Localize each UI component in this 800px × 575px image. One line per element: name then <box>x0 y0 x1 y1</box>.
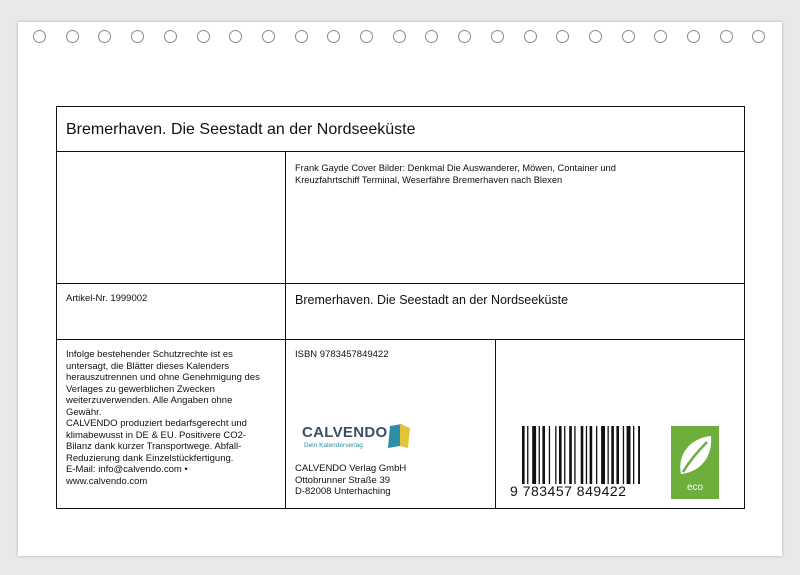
barcode-bar <box>601 426 605 484</box>
barcode-bar <box>542 426 545 484</box>
title-box <box>56 106 745 152</box>
legal-line: weiterzuverwenden. Alle Angaben ohne <box>66 395 233 406</box>
barcode-bar <box>581 426 584 484</box>
binding-hole <box>589 30 602 43</box>
barcode-bars <box>522 426 640 484</box>
barcode-bar <box>623 426 624 484</box>
subtitle: Bremerhaven. Die Seestadt an der Nordseeküste <box>295 293 569 307</box>
legal-line: Infolge bestehender Schutzrechte ist es <box>66 349 233 360</box>
barcode-bar <box>532 426 536 484</box>
isbn: ISBN 9783457849422 <box>295 349 389 360</box>
legal-line: E-Mail: info@calvendo.com • <box>66 464 188 475</box>
publisher-line: D-82008 Unterhaching <box>295 486 391 497</box>
legal-box <box>56 339 286 509</box>
eco-label: eco <box>686 482 704 493</box>
page-title: Bremerhaven. Die Seestadt an der Nordseeküste <box>66 121 416 138</box>
empty-cell <box>56 151 286 284</box>
legal-line: klimabewusst in DE & EU. Positivere CO2- <box>66 429 247 441</box>
barcode-bar <box>627 426 631 484</box>
barcode-bar <box>590 426 593 484</box>
binding-hole <box>197 30 210 43</box>
logo-tagline: Dein Kalenderverlag <box>304 442 363 449</box>
publisher-address <box>295 463 406 498</box>
article-box <box>56 283 286 340</box>
barcode-bar <box>611 426 614 484</box>
barcode <box>510 426 640 501</box>
barcode-bar <box>539 426 540 484</box>
legal-text <box>66 349 281 487</box>
logo-name: CALVENDO <box>302 424 388 441</box>
calvendo-logo <box>302 422 412 454</box>
barcode-bar <box>549 426 550 484</box>
barcode-bar <box>638 426 640 484</box>
eco-badge <box>671 426 719 499</box>
legal-line: www.calvendo.com <box>66 475 148 487</box>
binding-hole <box>164 30 177 43</box>
barcode-bar <box>608 426 609 484</box>
barcode-bar <box>574 426 575 484</box>
legal-line: Bilanz dank kurzer Transportwege. Abfall- <box>66 441 242 452</box>
binding-hole <box>66 30 79 43</box>
binding-hole <box>622 30 635 43</box>
leaf-icon <box>671 430 719 482</box>
barcode-digits: 9 783457 849422 <box>510 483 627 499</box>
barcode-bar <box>527 426 528 484</box>
cover-credits: Frank Gayde Cover Bilder: Denkmal Die Auswanderer, Möwen, Container und Kreuzfahrtschiff Terminal, Weserfähre Bremerhaven nach Blexen <box>295 163 616 185</box>
legal-line: Gewähr. <box>66 406 102 418</box>
article-number: Artikel-Nr. 1999002 <box>66 293 148 304</box>
binding-hole <box>524 30 537 43</box>
legal-line: herauszutrennen und ohne Genehmigung des <box>66 372 260 383</box>
binding-hole <box>33 30 46 43</box>
publisher-line: CALVENDO Verlag GmbH <box>295 463 407 474</box>
binding-hole <box>687 30 700 43</box>
barcode-box <box>495 339 745 509</box>
binding-holes <box>0 0 800 40</box>
barcode-bar <box>564 426 565 484</box>
binding-hole <box>262 30 275 43</box>
barcode-bar <box>586 426 587 484</box>
publisher-line: Ottobrunner Straße 39 <box>295 474 391 486</box>
subtitle-box <box>285 283 745 340</box>
legal-line: untersagt, die Blätter dieses Kalenders <box>66 360 230 372</box>
barcode-bar <box>596 426 597 484</box>
barcode-bar <box>569 426 572 484</box>
barcode-bar <box>616 426 619 484</box>
binding-hole <box>491 30 504 43</box>
binding-hole <box>458 30 471 43</box>
binding-hole <box>295 30 308 43</box>
binding-hole <box>360 30 373 43</box>
legal-line: CALVENDO produziert bedarfsgerecht und <box>66 418 247 429</box>
binding-hole <box>131 30 144 43</box>
calendar-flag-icon <box>386 422 412 450</box>
cover-credits-box <box>285 151 745 284</box>
legal-line: Verlages zu gewerblichen Zwecken <box>66 383 215 395</box>
legal-line: Reduzierung dank Einzelstückfertigung. <box>66 452 234 464</box>
barcode-bar <box>559 426 562 484</box>
publisher-box <box>285 339 496 509</box>
barcode-bar <box>633 426 634 484</box>
barcode-bar <box>555 426 556 484</box>
binding-hole <box>720 30 733 43</box>
barcode-bar <box>522 426 525 484</box>
binding-hole <box>393 30 406 43</box>
